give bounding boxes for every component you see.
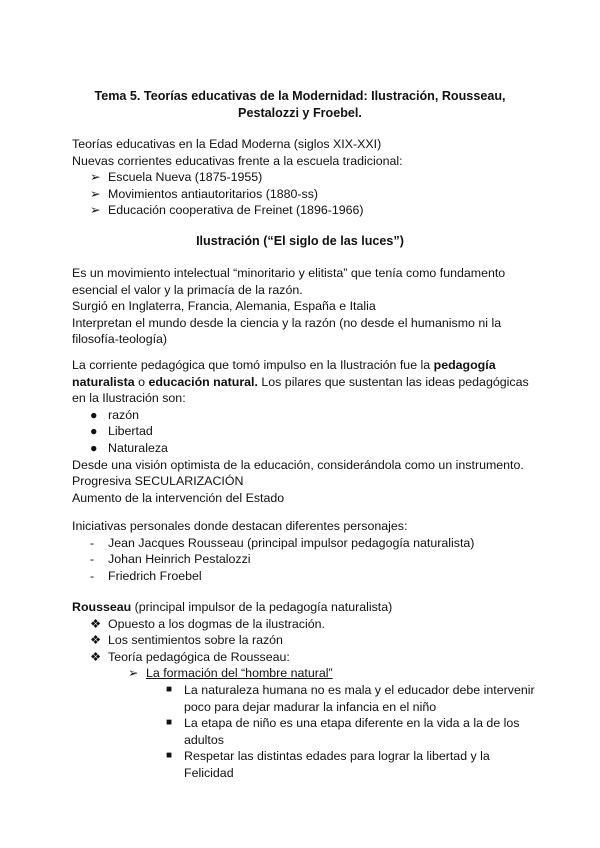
bold-term: pedagogía [433, 358, 496, 372]
arrow-bullet-icon: ➢ [90, 186, 101, 201]
title-line-2: Pestalozzi y Froebel. [238, 106, 362, 120]
paragraph-line: Aumento de la intervención del Estado [72, 490, 285, 505]
list-item: ■ La etapa de niño es una etapa diferente en la vida a la de los adultos [166, 716, 520, 747]
section-heading-ilustracion: Ilustración (“El siglo de las luces”) [196, 234, 404, 248]
dot-bullet-icon: ● [90, 440, 98, 455]
list-item: ● razón [90, 407, 139, 422]
page-title [72, 88, 528, 122]
rousseau-section: Rousseau (principal impulsor de la pedagogía naturalista) ❖ Opuesto a los dogmas de la ilustración. ❖ Los sentimientos sobre la razón ❖ Teoría pedagógica de Rousseau: ➢ La formación del “hombre natural” ■ La naturaleza humana no es mala y el educador debe intervenir poco para dejar madurar la infancia en el niño ■ La etapa de niño es una etapa diferente en la vida a la de los adultos ■ Respetar las distintas edades para lograr la libertad y la Felicidad [72, 600, 535, 780]
pedagogia-paragraph: La corriente pedagógica que tomó impulso en la Ilustración fue la pedagogía naturalista o educación natural. Los pilares que sustentan las ideas pedagógicas en la Ilustración son: ● razón ● Libertad ● Naturaleza Desde una visión optimista de la educación, considerándola como un instrumento. Progresiva SECULARIZACIÓN Aumento de la intervención del Estado [72, 358, 529, 505]
iniciativas-section [72, 518, 528, 584]
bold-term: educación natural. [148, 374, 258, 389]
list-item: - Friedrich Froebel [90, 568, 202, 583]
list-item: ➢ Educación cooperativa de Freinet (1896-1966) [90, 203, 364, 218]
list-item: - Johan Heinrich Pestalozzi [90, 552, 251, 567]
list-item: ❖ Opuesto a los dogmas de la ilustración. [90, 616, 325, 631]
paragraph-line: Es un movimiento intelectual “minoritario y elitista” que tenía como fundamento [72, 266, 506, 280]
list-item: ● Naturaleza [90, 440, 168, 455]
list-item: - Jean Jacques Rousseau (principal impulsor pedagogía naturalista) [90, 535, 475, 550]
arrow-bullet-icon: ➢ [90, 203, 101, 218]
arrow-bullet-icon: ➢ [128, 666, 139, 681]
paragraph-line: esencial el valor y la primacía de la razón. [72, 282, 303, 297]
list-item: ➢ Escuela Nueva (1875-1955) [90, 170, 263, 185]
dash-bullet-icon: - [90, 552, 95, 567]
arrow-bullet-icon: ➢ [90, 170, 101, 185]
subheading-hombre-natural: La formación del “hombre natural” [146, 666, 333, 681]
square-bullet-icon: ■ [166, 717, 173, 729]
dash-bullet-icon: - [90, 535, 95, 550]
paragraph-line: Desde una visión optimista de la educación, considerándola como un instrumento. [72, 457, 524, 472]
paragraph-line: filosofía-teología) [72, 332, 168, 347]
diamond-bullet-icon: ❖ [90, 616, 102, 631]
paragraph-line: Progresiva SECULARIZACIÓN [72, 474, 244, 489]
diamond-bullet-icon: ❖ [90, 649, 102, 664]
intro-line-1: Teorías educativas en la Edad Moderna (siglos XIX-XXI) [72, 137, 382, 151]
square-bullet-icon: ■ [166, 750, 173, 762]
intro-line-2: Nuevas corrientes educativas frente a la escuela tradicional: [72, 153, 403, 168]
bold-term: naturalista [72, 374, 135, 389]
list-item: ❖ Teoría pedagógica de Rousseau: [90, 649, 290, 664]
list-item: ● Libertad [90, 424, 153, 439]
list-item: ■ Respetar las distintas edades para lograr la libertad y la Felicidad [166, 749, 490, 780]
paragraph-line: Surgió en Inglaterra, Francia, Alemania, España e Italia [72, 299, 376, 314]
intro-section [72, 136, 528, 219]
list-item: ❖ Los sentimientos sobre la razón [90, 633, 283, 648]
list-item: ➢ Movimientos antiautoritarios (1880-ss) [90, 186, 319, 201]
list-item: ■ La naturaleza humana no es mala y el educador debe intervenir poco para dejar madurar la infancia en el niño [166, 682, 535, 714]
square-bullet-icon: ■ [166, 683, 173, 695]
paragraph-line: Iniciativas personales donde destacan diferentes personajes: [72, 519, 408, 533]
rousseau-name: Rousseau [72, 600, 132, 614]
title-line-1: Tema 5. Teorías educativas de la Modernidad: Ilustración, Rousseau, [94, 89, 506, 103]
list-item [72, 665, 528, 682]
diamond-bullet-icon: ❖ [90, 633, 102, 648]
dash-bullet-icon: - [90, 568, 95, 583]
paragraph-line: Interpretan el mundo desde la ciencia y la razón (no desde el humanismo ni la [72, 315, 502, 330]
dot-bullet-icon: ● [90, 424, 98, 439]
ilustracion-section [72, 265, 528, 348]
dot-bullet-icon: ● [90, 407, 98, 422]
